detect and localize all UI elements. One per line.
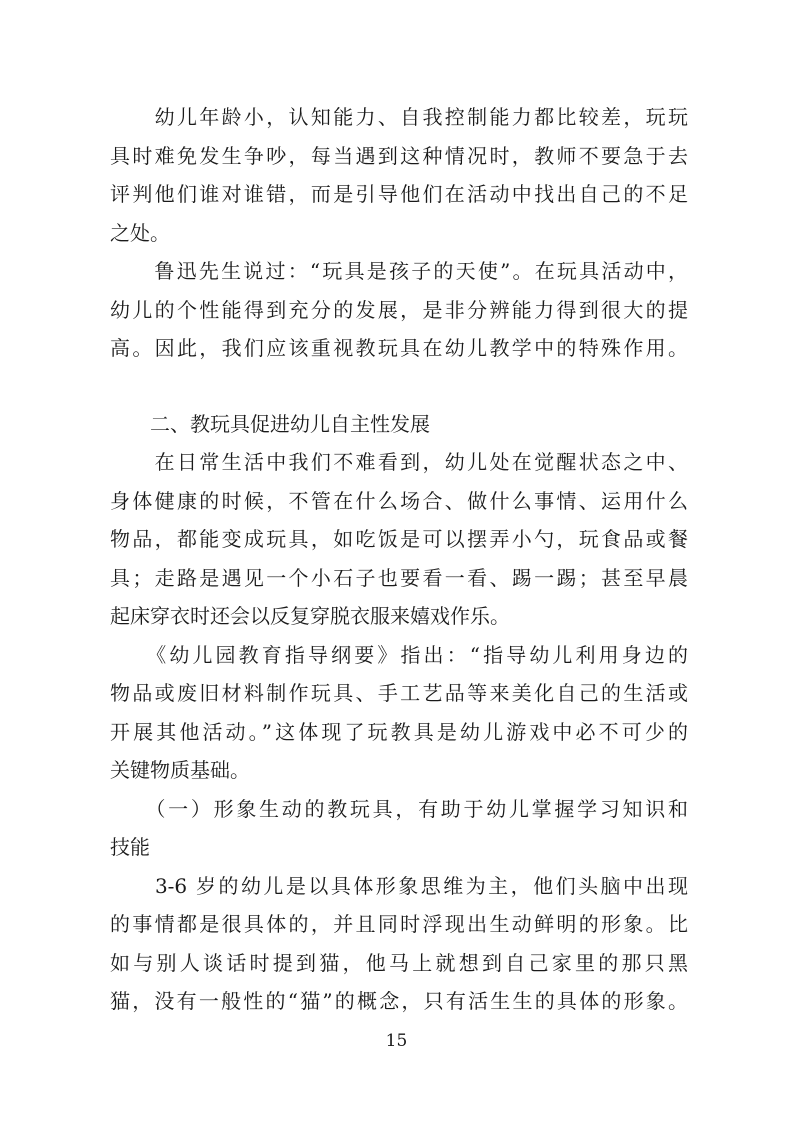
text-line: 3-6 岁的幼儿是以具体形象思维为主，他们头脑中出现 [110,873,688,898]
document-body [110,98,688,1021]
page-number: 15 [385,1031,408,1051]
text-line: 的事情都是很具体的，并且同时浮现出生动鲜明的形象。比 [110,912,688,936]
paragraph [110,443,688,636]
text-line: 评判他们谁对谁错，而是引导他们在活动中找出自己的不足 [110,182,688,206]
heading-line: 技能 [110,835,150,859]
text-line: 猫，没有一般性的“猫”的概念，只有活生生的具体的形象。 [110,989,688,1013]
text-line: 具；走路是遇见一个小石子也要看一看、踢一踢；甚至早晨 [110,565,688,590]
text-line: 之处。 [110,220,170,245]
text-line: 《幼儿园教育指导纲要》指出：“指导幼儿利用身边的 [110,642,688,667]
text-line: 身体健康的时候，不管在什么场合、做什么事情、运用什么 [110,488,688,513]
text-line: 高。因此，我们应该重视教玩具在幼儿教学中的特殊作用。 [110,336,688,360]
section-heading [110,405,688,444]
heading-line: 二、教玩具促进幼儿自主性发展 [110,411,430,436]
text-line: 在日常生活中我们不难看到，幼儿处在觉醒状态之中、 [110,450,688,474]
text-line: 关键物质基础。 [110,758,250,782]
paragraph [110,252,688,368]
text-line: 幼儿年龄小，认知能力、自我控制能力都比较差，玩玩 [110,105,688,129]
text-line: 如与别人谈话时提到猫，他马上就想到自己家里的那只黑 [110,950,688,975]
text-line: 幼儿的个性能得到充分的发展，是非分辨能力得到很大的提 [110,297,688,322]
text-line: 具时难免发生争吵，每当遇到这种情况时，教师不要急于去 [110,143,688,168]
paragraph [110,98,688,252]
paragraph [110,636,688,790]
text-line: 开展其他活动。”这体现了玩教具是幼儿游戏中必不可少的 [110,719,688,744]
text-line: 物品，都能变成玩具，如吃饭是可以摆弄小勺，玩食品或餐 [110,527,688,551]
paragraph-gap [110,368,688,405]
heading-line: （一）形象生动的教玩具，有助于幼儿掌握学习知识和 [110,796,688,821]
text-line: 鲁迅先生说过：“玩具是孩子的天使”。在玩具活动中， [110,259,688,283]
text-line: 起床穿衣时还会以反复穿脱衣服来嬉戏作乐。 [110,604,510,628]
text-line: 物品或废旧材料制作玩具、手工艺品等来美化自己的生活或 [110,681,688,705]
subsection-heading [110,790,688,867]
paragraph [110,867,688,1021]
